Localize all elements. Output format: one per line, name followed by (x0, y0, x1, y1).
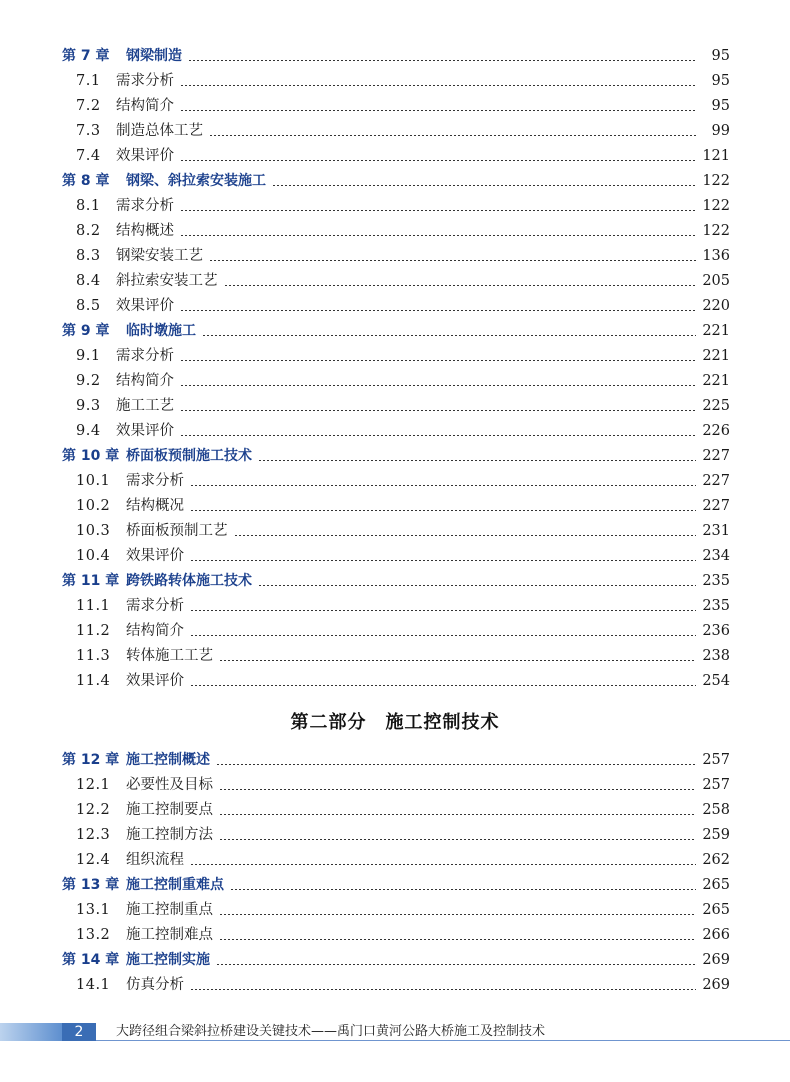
toc-entry-number: 12.4 (76, 852, 111, 868)
toc-entry-title: 效果评价 (126, 673, 184, 689)
toc-section-entry[interactable] (76, 969, 730, 994)
toc-entry-number: 11.2 (76, 623, 111, 639)
toc-section-entry[interactable] (76, 665, 730, 690)
toc-entry-page: 221 (702, 348, 730, 364)
toc-entry-title: 施工控制方法 (126, 827, 213, 843)
dot-leader (190, 635, 696, 636)
dot-leader (190, 510, 696, 511)
dot-leader (190, 560, 696, 561)
toc-entry-title: 钢梁、斜拉索安装施工 (126, 173, 266, 189)
toc-entry-page: 99 (711, 123, 730, 139)
toc-entry-number: 13.1 (76, 902, 111, 918)
toc-entry-title: 需求分析 (116, 73, 174, 89)
dot-leader (219, 789, 696, 790)
toc-entry-number: 10.1 (76, 473, 111, 489)
dot-leader (219, 939, 696, 940)
toc-section-entry[interactable] (76, 844, 730, 869)
dot-leader (190, 864, 696, 865)
toc-section-entry[interactable] (76, 290, 730, 315)
toc-section-entry[interactable] (76, 590, 730, 615)
toc-entry-title: 效果评价 (116, 423, 174, 439)
toc-entry-number: 7.1 (76, 73, 101, 89)
dot-leader (180, 410, 696, 411)
dot-leader (180, 210, 696, 211)
dot-leader (180, 110, 696, 111)
dot-leader (209, 260, 696, 261)
toc-entry-page: 266 (702, 927, 730, 943)
toc-entry-page: 225 (702, 398, 730, 414)
toc-section-entry[interactable] (76, 90, 730, 115)
toc-entry-title: 跨铁路转体施工技术 (126, 573, 252, 589)
dot-leader (209, 135, 696, 136)
toc-entry-title: 效果评价 (116, 148, 174, 164)
toc-entry-page: 136 (702, 248, 730, 264)
toc-entry-title: 结构概况 (126, 498, 184, 514)
toc-entry-page: 95 (711, 73, 730, 89)
dot-leader (258, 585, 696, 586)
toc-entry-number: 第 14 章 (62, 952, 120, 968)
footer-page-number: 2 (62, 1023, 96, 1041)
toc-entry-title: 结构简介 (126, 623, 184, 639)
toc-section-entry[interactable] (76, 615, 730, 640)
toc-section-entry[interactable] (76, 115, 730, 140)
toc-section-entry[interactable] (76, 365, 730, 390)
toc-chapter-entry[interactable] (62, 165, 730, 190)
toc-section-entry[interactable] (76, 894, 730, 919)
toc-entry-title: 施工控制实施 (126, 952, 210, 968)
toc-entry-page: 262 (702, 852, 730, 868)
toc-entry-number: 10.4 (76, 548, 111, 564)
toc-entry-page: 234 (702, 548, 730, 564)
toc-entry-title: 施工控制重难点 (126, 877, 224, 893)
toc-entry-number: 10.2 (76, 498, 111, 514)
dot-leader (188, 60, 696, 61)
toc-entry-page: 231 (702, 523, 730, 539)
toc-entry-title: 钢梁安装工艺 (116, 248, 203, 264)
toc-entry-title: 必要性及目标 (126, 777, 213, 793)
dot-leader (180, 310, 696, 311)
toc-entry-page: 259 (702, 827, 730, 843)
toc-entry-page: 236 (702, 623, 730, 639)
toc-section-entry[interactable] (76, 919, 730, 944)
toc-entry-title: 桥面板预制工艺 (126, 523, 228, 539)
toc-entry-number: 8.5 (76, 298, 101, 314)
toc-entry-page: 265 (702, 877, 730, 893)
dot-leader (234, 535, 697, 536)
toc-chapter-entry[interactable] (62, 565, 730, 590)
toc-entry-title: 临时墩施工 (126, 323, 196, 339)
toc-entry-number: 9.2 (76, 373, 101, 389)
toc-entry-page: 121 (702, 148, 730, 164)
toc-entry-number: 11.3 (76, 648, 111, 664)
toc-section-entry[interactable] (76, 515, 730, 540)
toc-entry-page: 221 (702, 323, 730, 339)
toc-section-entry[interactable] (76, 640, 730, 665)
toc-entry-page: 122 (702, 173, 730, 189)
page-footer (0, 1020, 790, 1044)
toc-entry-page: 258 (702, 802, 730, 818)
toc-entry-title: 施工控制要点 (126, 802, 213, 818)
toc-entry-page: 269 (702, 952, 730, 968)
toc-section-entry[interactable] (76, 794, 730, 819)
dot-leader (219, 814, 696, 815)
toc-section-entry[interactable] (76, 390, 730, 415)
toc-entry-number: 7.4 (76, 148, 101, 164)
toc-entry-title: 施工控制重点 (126, 902, 213, 918)
toc-entry-number: 第 13 章 (62, 877, 120, 893)
toc-entry-title: 组织流程 (126, 852, 184, 868)
toc-entry-number: 第 10 章 (62, 448, 120, 464)
toc-entry-number: 9.3 (76, 398, 101, 414)
toc-entry-number: 第 11 章 (62, 573, 120, 589)
toc-section-entry[interactable] (76, 240, 730, 265)
dot-leader (180, 85, 696, 86)
dot-leader (230, 889, 696, 890)
toc-entry-number: 11.4 (76, 673, 111, 689)
dot-leader (219, 839, 696, 840)
toc-entry-title: 需求分析 (116, 198, 174, 214)
toc-entry-title: 斜拉索安装工艺 (116, 273, 218, 289)
dot-leader (258, 460, 696, 461)
toc-chapter-entry[interactable] (62, 744, 730, 769)
toc-entry-number: 8.1 (76, 198, 101, 214)
toc-entry-number: 8.4 (76, 273, 101, 289)
toc-entry-number: 7.2 (76, 98, 101, 114)
toc-entry-number: 10.3 (76, 523, 111, 539)
toc-entry-title: 需求分析 (126, 598, 184, 614)
footer-book-title: 大跨径组合梁斜拉桥建设关键技术——禹门口黄河公路大桥施工及控制技术 (116, 1024, 546, 1039)
dot-leader (190, 685, 696, 686)
toc-chapter-entry[interactable] (62, 869, 730, 894)
toc-entry-page: 227 (702, 448, 730, 464)
toc-entry-page: 221 (702, 373, 730, 389)
toc-entry-page: 95 (711, 48, 730, 64)
toc-chapter-entry[interactable] (62, 315, 730, 340)
dot-leader (180, 435, 696, 436)
toc-entry-number: 12.3 (76, 827, 111, 843)
toc-entry-number: 13.2 (76, 927, 111, 943)
toc-entry-number: 第 8 章 (62, 173, 110, 189)
dot-leader (272, 185, 696, 186)
toc-chapter-entry[interactable] (62, 944, 730, 969)
toc-section-entry[interactable] (76, 819, 730, 844)
toc-entry-number: 12.2 (76, 802, 111, 818)
toc-entry-page: 257 (702, 752, 730, 768)
toc-entry-title: 制造总体工艺 (116, 123, 203, 139)
toc-section-entry[interactable] (76, 265, 730, 290)
dot-leader (180, 385, 696, 386)
toc-entry-page: 227 (702, 498, 730, 514)
toc-entry-number: 11.1 (76, 598, 111, 614)
toc-section-entry[interactable] (76, 415, 730, 440)
dot-leader (180, 160, 696, 161)
toc-entry-title: 结构简介 (116, 98, 174, 114)
dot-leader (216, 764, 696, 765)
toc-section-entry[interactable] (76, 65, 730, 90)
toc-entry-number: 14.1 (76, 977, 111, 993)
toc-entry-page: 269 (702, 977, 730, 993)
toc-entry-title: 仿真分析 (126, 977, 184, 993)
toc-entry-number: 7.3 (76, 123, 101, 139)
toc-entry-title: 桥面板预制施工技术 (126, 448, 252, 464)
toc-entry-title: 需求分析 (126, 473, 184, 489)
footer-color-bar (0, 1023, 62, 1041)
dot-leader (219, 660, 696, 661)
toc-entry-title: 转体施工工艺 (126, 648, 213, 664)
toc-chapter-entry[interactable] (62, 40, 730, 65)
toc-entry-title: 效果评价 (116, 298, 174, 314)
toc-section-entry[interactable] (76, 465, 730, 490)
toc-entry-number: 8.3 (76, 248, 101, 264)
toc-entry-title: 结构概述 (116, 223, 174, 239)
toc-entry-page: 122 (702, 223, 730, 239)
toc-entry-number: 12.1 (76, 777, 111, 793)
toc-entry-title: 施工工艺 (116, 398, 174, 414)
toc-entry-title: 施工控制概述 (126, 752, 210, 768)
toc-section-entry[interactable] (76, 769, 730, 794)
toc-entry-number: 第 9 章 (62, 323, 110, 339)
toc-section-entry[interactable] (76, 215, 730, 240)
toc-entry-title: 结构简介 (116, 373, 174, 389)
toc-entry-title: 需求分析 (116, 348, 174, 364)
toc-entry-title: 施工控制难点 (126, 927, 213, 943)
toc-entry-page: 238 (702, 648, 730, 664)
toc-section-entry[interactable] (76, 340, 730, 365)
toc-entry-number: 第 12 章 (62, 752, 120, 768)
toc-section-entry[interactable] (76, 190, 730, 215)
toc-entry-page: 235 (702, 573, 730, 589)
toc-entry-number: 9.1 (76, 348, 101, 364)
toc-entry-page: 205 (702, 273, 730, 289)
toc-entry-page: 95 (711, 98, 730, 114)
dot-leader (219, 914, 696, 915)
toc-section-entry[interactable] (76, 490, 730, 515)
toc-entry-number: 8.2 (76, 223, 101, 239)
toc-entry-page: 235 (702, 598, 730, 614)
toc-entry-page: 122 (702, 198, 730, 214)
toc-section-entry[interactable] (76, 540, 730, 565)
toc-entry-page: 257 (702, 777, 730, 793)
toc-entry-page: 254 (702, 673, 730, 689)
toc-section-entry[interactable] (76, 140, 730, 165)
toc-entry-title: 效果评价 (126, 548, 184, 564)
toc-entry-number: 第 7 章 (62, 48, 110, 64)
toc-entry-title: 钢梁制造 (126, 48, 182, 64)
part-two-heading: 第二部分 施工控制技术 (290, 712, 500, 733)
toc-entry-page: 227 (702, 473, 730, 489)
toc-entry-page: 226 (702, 423, 730, 439)
dot-leader (180, 360, 696, 361)
toc-chapter-entry[interactable] (62, 440, 730, 465)
toc-entry-page: 265 (702, 902, 730, 918)
dot-leader (202, 335, 696, 336)
dot-leader (190, 989, 696, 990)
dot-leader (180, 235, 696, 236)
dot-leader (190, 485, 696, 486)
toc-entry-page: 220 (702, 298, 730, 314)
toc-entry-number: 9.4 (76, 423, 101, 439)
dot-leader (224, 285, 697, 286)
dot-leader (216, 964, 696, 965)
dot-leader (190, 610, 696, 611)
